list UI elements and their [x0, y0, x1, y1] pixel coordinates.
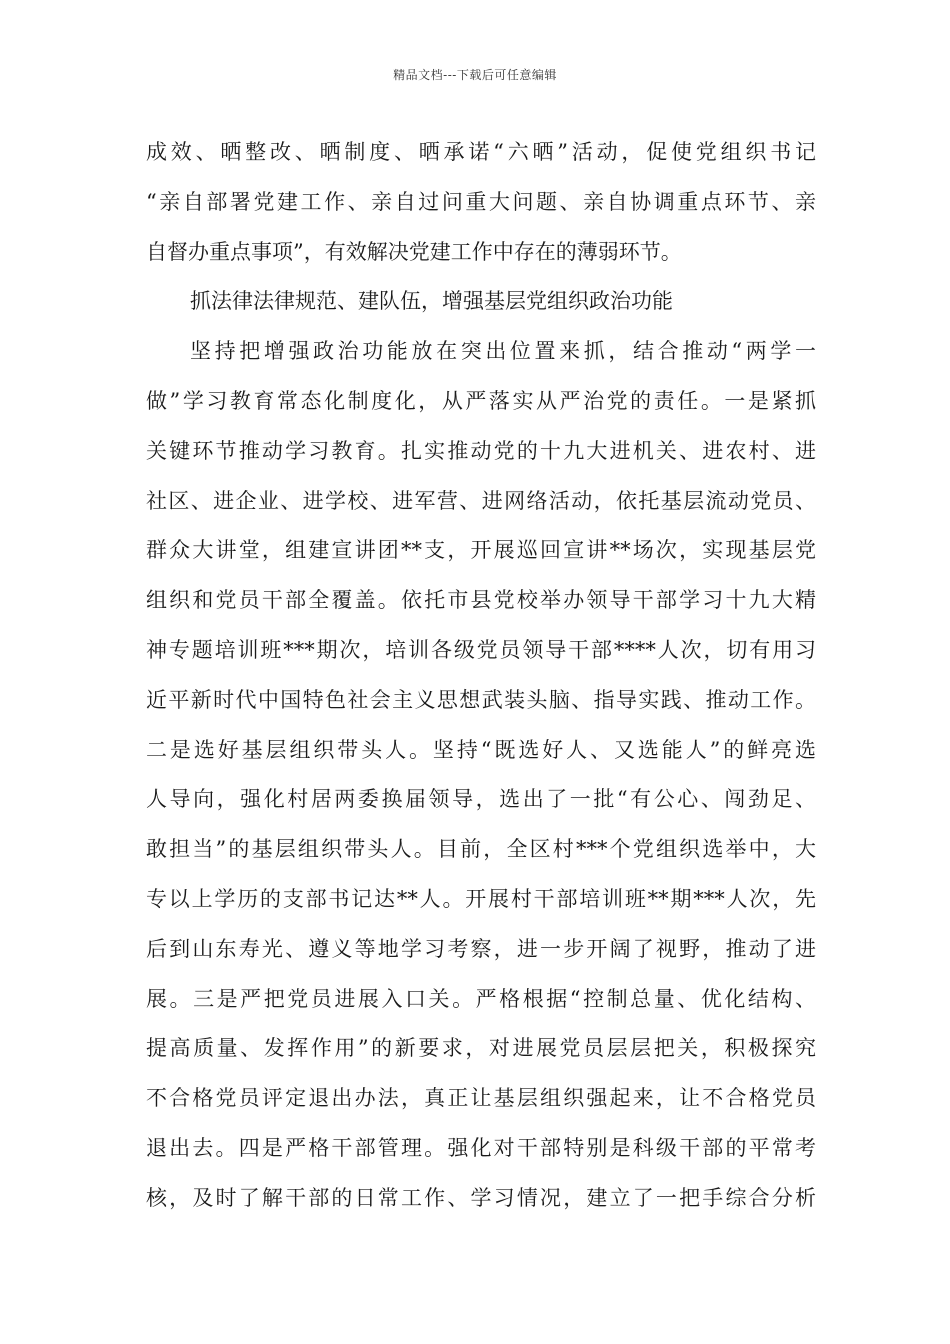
text-line: 社区、进企业、进学校、进军营、进网络活动，依托基层流动党员、	[146, 488, 816, 513]
text-line: 退出去。四是严格干部管理。强化对干部特别是科级干部的平常考	[146, 1135, 816, 1160]
text-line: 不合格党员评定退出办法，真正让基层组织强起来，让不合格党员	[146, 1086, 816, 1111]
paragraph-continuation	[146, 128, 816, 277]
text-line: 人导向，强化村居两委换届领导，选出了一批“有公心、闯劲足、	[146, 787, 816, 812]
text-line: 敢担当”的基层组织带头人。目前，全区村***个党组织选举中，大	[146, 837, 816, 862]
text-line: 坚持把增强政治功能放在突出位置来抓，结合推动“两学一	[190, 339, 816, 364]
document-body	[146, 128, 816, 1224]
text-line: 神专题培训班***期次，培训各级党员领导干部****人次，切有用习	[146, 637, 816, 662]
heading-line: 抓法律法律规范、建队伍，增强基层党组织政治功能	[190, 289, 673, 314]
text-line: 做”学习教育常态化制度化，从严落实从严治党的责任。一是紧抓	[146, 388, 816, 413]
text-line: 核，及时了解干部的日常工作、学习情况，建立了一把手综合分析	[146, 1185, 816, 1210]
text-line: 近平新时代中国特色社会主义思想武装头脑、指导实践、推动工作。	[146, 687, 816, 712]
text-line: 展。三是严把党员进展入口关。严格根据“控制总量、优化结构、	[146, 986, 816, 1011]
text-line: 成效、晒整改、晒制度、晒承诺“六晒”活动，促使党组织书记	[146, 140, 816, 164]
text-line: “亲自部署党建工作、亲自过问重大问题、亲自协调重点环节、亲	[146, 189, 816, 214]
text-line: 关键环节推动学习教育。扎实推动党的十九大进机关、进农村、进	[146, 438, 816, 463]
section-heading	[146, 277, 816, 327]
paragraph-body	[146, 327, 816, 1223]
text-line: 群众大讲堂，组建宣讲团**支，开展巡回宣讲**场次，实现基层党	[146, 538, 816, 563]
page-header: 精品文档---下载后可任意编辑	[393, 68, 557, 82]
text-line: 自督办重点事项”，有效解决党建工作中存在的薄弱环节。	[146, 239, 682, 264]
text-line: 后到山东寿光、遵义等地学习考察，进一步开阔了视野，推动了进	[146, 936, 816, 961]
text-line: 二是选好基层组织带头人。坚持“既选好人、又选能人”的鲜亮选	[146, 737, 816, 762]
text-line: 提高质量、发挥作用”的新要求，对进展党员层层把关，积极探究	[146, 1036, 816, 1061]
text-line: 专以上学历的支部书记达**人。开展村干部培训班**期***人次，先	[146, 886, 816, 911]
text-line: 组织和党员干部全覆盖。依托市县党校举办领导干部学习十九大精	[146, 588, 816, 613]
